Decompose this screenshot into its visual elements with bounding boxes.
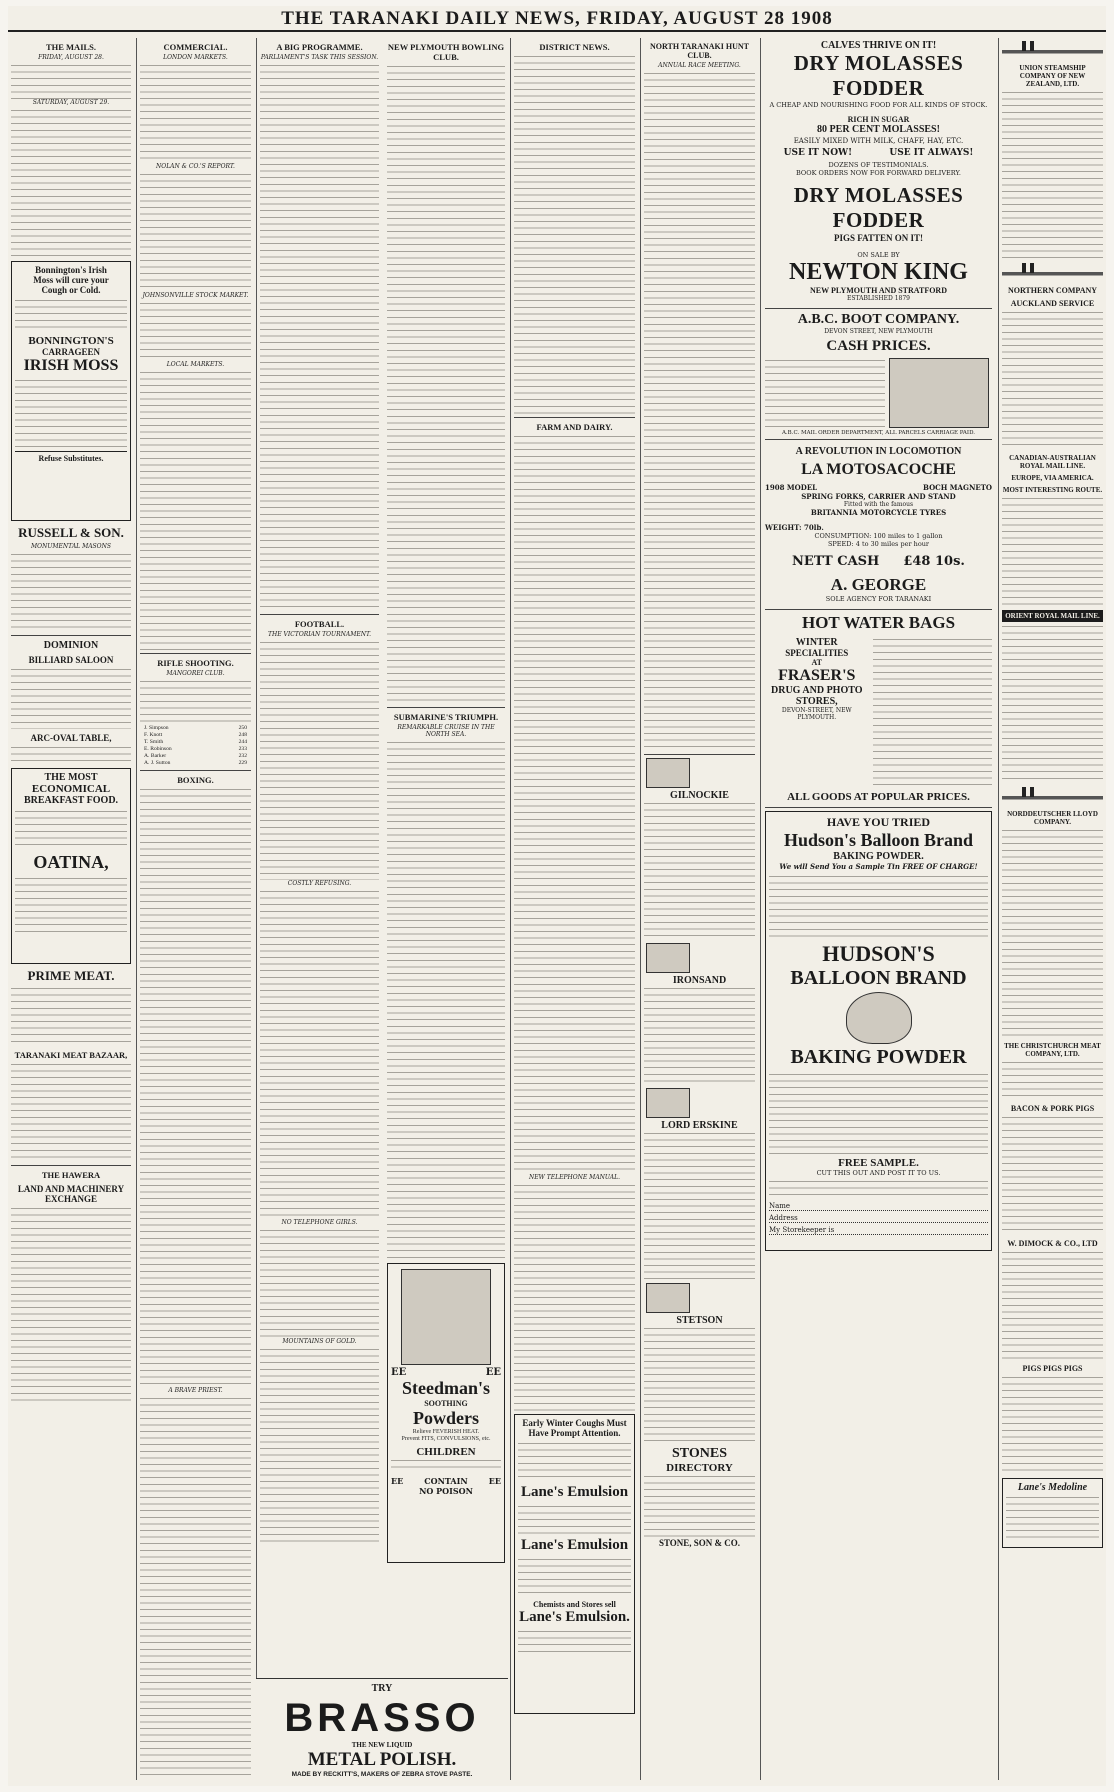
no-poison: NO POISON <box>419 1486 473 1497</box>
refuse-substitutes: Refuse Substitutes. <box>15 451 127 463</box>
powders: Powders <box>413 1408 479 1428</box>
score-name: A. Barker <box>144 753 167 759</box>
hot-water-bags: HOT WATER BAGS <box>801 613 956 632</box>
nett-cash: NETT CASH <box>792 554 880 569</box>
monumental-masons: MONUMENTAL MASONS <box>31 543 111 550</box>
local-markets: LOCAL MARKETS. <box>166 361 225 368</box>
district-heading: DISTRICT NEWS. <box>539 42 610 52</box>
submarine-heading: SUBMARINE'S TRIUMPH. <box>393 712 499 722</box>
lanes-emulsion-3: Lane's Emulsion. <box>519 1609 630 1625</box>
contain: CONTAIN <box>424 1476 468 1487</box>
canadian-line: CANADIAN-AUSTRALIAN ROYAL MAIL LINE. <box>1009 454 1096 470</box>
dominion: DOMINION <box>43 640 99 651</box>
abc-address: DEVON STREET, NEW PLYMOUTH <box>824 328 933 335</box>
abc-mail: A.B.C. MAIL ORDER DEPARTMENT, ALL PARCELS CARRIAGE PAID. <box>781 430 976 436</box>
brasso-title: BRASSO <box>284 1696 480 1740</box>
europe-via-america: EUROPE, VIA AMERICA. <box>1011 474 1094 482</box>
score-row <box>144 732 247 739</box>
brasso-new-liquid: THE NEW LIQUID <box>351 1741 413 1749</box>
billiard-saloon: BILLIARD SALOON <box>28 655 114 665</box>
column-6 <box>640 38 758 1780</box>
economical-line-3: BREAKFAST FOOD. <box>23 795 119 806</box>
column-3 <box>256 38 382 1780</box>
remarkable-cruise: REMARKABLE CRUISE IN THE NORTH SEA. <box>397 724 495 738</box>
christchurch-meat: THE CHRISTCHURCH MEAT COMPANY, LTD. <box>1004 1042 1101 1058</box>
russell-heading: RUSSELL & SON. <box>18 525 124 540</box>
newton-king: NEWTON KING <box>789 259 968 285</box>
score-name: E. Robinson <box>144 746 172 752</box>
oatina: OATINA, <box>33 852 109 872</box>
score-value: 248 <box>238 732 247 738</box>
rich-in-sugar: RICH IN SUGAR <box>847 115 910 124</box>
bonnington-line-1: Bonnington's Irish <box>35 265 107 275</box>
prompt-attention: Have Prompt Attention. <box>528 1428 621 1438</box>
model: 1908 MODEL <box>765 483 818 492</box>
horse-illustration-1 <box>646 758 690 788</box>
balloon-brand: BALLOON BRAND <box>790 967 967 989</box>
score-name: F. Knott <box>144 732 163 738</box>
stones: STONES <box>672 1446 727 1461</box>
hudsons: HUDSON'S <box>822 941 935 966</box>
ship-illustration-1 <box>1002 38 1103 60</box>
score-row <box>144 753 247 760</box>
bonnington-line-3: Cough or Cold. <box>41 285 101 295</box>
mother-child-illustration <box>401 1269 491 1365</box>
at: AT <box>811 658 823 667</box>
taranaki-meat-bazaar: TARANAKI MEAT BAZAAR, <box>14 1050 128 1060</box>
column-4 <box>384 38 508 1674</box>
stores: STORES, <box>795 696 838 707</box>
britannia: BRITANNIA MOTORCYCLE TYRES <box>810 508 947 517</box>
address-line[interactable]: Address <box>769 1214 988 1223</box>
pigs-pigs: PIGS PIGS PIGS <box>1022 1364 1083 1373</box>
medoline-ad <box>1002 1478 1103 1548</box>
hawera: THE HAWERA <box>41 1170 101 1180</box>
north-taranaki: NORTH TARANAKI HUNT CLUB. <box>650 42 749 60</box>
score-name: A. J. Sutton <box>144 760 171 766</box>
ee-mark-bottom-left: EE <box>391 1476 404 1487</box>
masthead: THE TARANAKI DAILY NEWS, FRIDAY, AUGUST 28 1908 <box>8 6 1106 32</box>
score-row <box>144 746 247 753</box>
arc-oval-table: ARC-OVAL TABLE, <box>30 733 112 743</box>
frasers: FRASER'S <box>778 667 856 684</box>
boot-illustration <box>889 358 989 428</box>
baking-powder-1: BAKING POWDER. <box>833 851 924 862</box>
cut-out: CUT THIS OUT AND POST IT TO US. <box>816 1169 941 1177</box>
children: CHILDREN <box>416 1446 476 1459</box>
score-name: J. Simpson <box>144 725 169 731</box>
spring-forks: SPRING FORKS, CARRIER AND STAND <box>801 492 956 501</box>
motosacoche: LA MOTOSACOCHE <box>801 461 956 478</box>
stetson: STETSON <box>676 1315 723 1326</box>
rifle-shooting: RIFLE SHOOTING. <box>157 658 234 668</box>
ironsand: IRONSAND <box>672 975 727 986</box>
johnsonville-market: JOHNSONVILLE STOCK MARKET. <box>142 292 249 299</box>
boxing-heading: BOXING. <box>177 775 214 785</box>
union-steamship: UNION STEAMSHIP COMPANY OF NEW ZEALAND, LTD. <box>1019 64 1086 88</box>
telephone-manual: NEW TELEPHONE MANUAL. <box>529 1174 620 1181</box>
london-markets: LONDON MARKETS. <box>163 54 228 61</box>
costly-refusing: COSTLY REFUSING. <box>287 880 352 887</box>
stones-directory: DIRECTORY <box>666 1462 733 1474</box>
mails-heading: THE MAILS. <box>45 42 97 52</box>
football-heading: FOOTBALL. <box>294 619 345 629</box>
ee-mark-right: EE <box>485 1367 501 1378</box>
nordeutscher: NORDDEUTSCHER LLOYD COMPANY. <box>1007 810 1098 826</box>
race-meeting: ANNUAL RACE MEETING. <box>658 62 741 69</box>
abc-boot: A.B.C. BOOT COMPANY. <box>797 312 960 327</box>
mangorei-club: MANGOREI CLUB. <box>166 670 225 677</box>
cash-prices: CASH PRICES. <box>826 338 931 354</box>
baking-powder-2: BAKING POWDER <box>790 1046 967 1068</box>
dimock: W. DIMOCK & CO., LTD <box>1007 1239 1098 1248</box>
nolan-report: NOLAN & CO.'S REPORT. <box>156 163 235 170</box>
chemists: Chemists and Stores sell <box>533 1600 616 1609</box>
magneto: BOCH MAGNETO <box>923 483 992 492</box>
established: ESTABLISHED 1879 <box>847 295 910 302</box>
steedman-ad <box>387 1263 505 1563</box>
column-7 <box>760 38 996 1780</box>
brasso-try: TRY <box>371 1683 393 1694</box>
oatina-ad <box>11 768 131 964</box>
bonnington-ad <box>11 261 131 521</box>
steedmans: Steedman's <box>401 1378 490 1398</box>
stone-son: STONE, SON & CO. <box>658 1538 741 1548</box>
lanes-emulsion-1: Lane's Emulsion <box>520 1484 629 1500</box>
early-winter: Early Winter Coughs Must <box>522 1418 627 1428</box>
easily-mixed: EASILY MIXED WITH MILK, CHAFF, HAY, ETC. <box>793 137 964 145</box>
score-value: 233 <box>238 746 247 752</box>
commercial-heading: COMMERCIAL. <box>163 42 228 52</box>
hudsons-ad <box>765 811 992 1251</box>
horse-illustration-3 <box>646 1088 690 1118</box>
interesting-route: MOST INTERESTING ROUTE. <box>1002 486 1103 494</box>
mountains-of-gold: MOUNTAINS OF GOLD. <box>282 1338 357 1345</box>
send-sample: We will Send You a Sample Tin FREE OF CHARGE! <box>779 862 978 871</box>
revolution: A REVOLUTION IN LOCOMOTION <box>795 446 962 457</box>
soothing: SOOTHING <box>424 1399 468 1408</box>
parliament-subhead: PARLIAMENT'S TASK THIS SESSION. <box>260 54 379 61</box>
relieve: Relieve FEVERISH HEAT. <box>412 1429 480 1435</box>
column-2 <box>136 38 254 1780</box>
bonnington-line-2: Moss will cure your <box>33 275 109 285</box>
economical-line-2: ECONOMICAL <box>31 783 111 795</box>
fodder-2: DRY MOLASSES FODDER <box>793 183 964 232</box>
eighty-percent: 80 PER CENT MOLASSES! <box>817 124 940 135</box>
economical-line-1: THE MOST <box>44 772 98 783</box>
orient-line: ORIENT ROYAL MAIL LINE. <box>1002 610 1103 622</box>
fitted: Fitted with the famous <box>843 501 914 508</box>
score-value: 232 <box>238 753 247 759</box>
a-george: A. GEORGE <box>830 575 927 594</box>
sole-agency: SOLE AGENCY FOR TARANAKI <box>825 595 932 603</box>
horse-illustration-4 <box>646 1283 690 1313</box>
score-row <box>144 760 247 767</box>
speed: SPEED: 4 to 30 miles per hour <box>827 540 930 548</box>
no-telephone-girls: NO TELEPHONE GIRLS. <box>281 1219 358 1226</box>
column-5 <box>510 38 638 1780</box>
drug-photo: DRUG AND PHOTO <box>771 685 863 696</box>
ship-illustration-2 <box>1002 260 1103 282</box>
auckland-service: AUCKLAND SERVICE <box>1010 299 1095 308</box>
mails-date-2: SATURDAY, AUGUST 29. <box>32 99 110 106</box>
score-value: 244 <box>238 739 247 745</box>
devon-street: DEVON-STREET, NEW PLYMOUTH. <box>781 707 852 721</box>
pigs-fatten: PIGS FATTEN ON IT! <box>834 233 923 243</box>
newspaper-page <box>8 6 1106 1786</box>
mails-date-1: FRIDAY, AUGUST 28. <box>38 54 104 61</box>
weight: WEIGHT: 70lb. <box>765 523 824 532</box>
use-it-now: USE IT NOW! <box>783 148 853 158</box>
storekeeper-line[interactable]: My Storekeeper is <box>769 1226 988 1235</box>
ship-illustration-3 <box>1002 784 1103 806</box>
price: £48 10s. <box>903 554 965 569</box>
metal-polish: METAL POLISH. <box>307 1749 457 1770</box>
northern-company: NORTHERN COMPANY <box>1007 286 1098 295</box>
calves: CALVES THRIVE ON IT! <box>820 40 937 51</box>
winter: WINTER <box>795 637 838 648</box>
score-table <box>144 725 247 767</box>
consumption: CONSUMPTION: 100 miles to 1 gallon <box>814 532 943 540</box>
column-8 <box>998 38 1106 1780</box>
farm-heading: FARM AND DAIRY. <box>536 422 613 432</box>
prime-meat: PRIME MEAT. <box>27 968 115 983</box>
programme-heading: A BIG PROGRAMME. <box>276 42 363 52</box>
irish-moss: IRISH MOSS <box>23 357 119 374</box>
score-value: 250 <box>238 725 247 731</box>
lanes-medoline: Lane's Medoline <box>1017 1482 1088 1493</box>
gilnockie: GILNOCKIE <box>670 790 729 801</box>
specialities: SPECIALITIES <box>785 648 849 658</box>
victorian-tournament: THE VICTORIAN TOURNAMENT. <box>268 631 371 638</box>
fodder-sub: A CHEAP AND NOURISHING FOOD FOR ALL KINDS OF STOCK. <box>769 101 988 109</box>
lord-erskine: LORD ERSKINE <box>661 1120 738 1131</box>
ee-mark-left: EE <box>391 1367 407 1378</box>
column-1 <box>8 38 134 1780</box>
land-exchange: LAND AND MACHINERY EXCHANGE <box>17 1184 125 1204</box>
have-you-tried: HAVE YOU TRIED <box>826 815 931 829</box>
horse-illustration-2 <box>646 943 690 973</box>
bowling-heading: NEW PLYMOUTH BOWLING CLUB. <box>387 42 505 62</box>
np-stratford: NEW PLYMOUTH AND STRATFORD <box>810 286 947 295</box>
use-it-always: USE IT ALWAYS! <box>889 148 974 158</box>
ee-mark-bottom-right: EE <box>488 1476 501 1487</box>
name-line[interactable]: Name <box>769 1202 988 1211</box>
score-row <box>144 739 247 746</box>
prevent: Prevent FITS, CONVULSIONS, etc. <box>401 1435 491 1442</box>
reckitt: MADE BY RECKITT'S, MAKERS OF ZEBRA STOVE PASTE. <box>291 1771 473 1778</box>
on-sale-by: ON SALE BY <box>857 251 900 259</box>
lanes-emulsion-ad <box>514 1414 635 1714</box>
hudsons-balloon: Hudson's Balloon Brand <box>783 830 974 850</box>
popular-prices: ALL GOODS AT POPULAR PRICES. <box>787 791 970 803</box>
free-sample: FREE SAMPLE. <box>838 1157 919 1169</box>
bacon-pigs: BACON & PORK PIGS <box>1010 1104 1095 1113</box>
lanes-emulsion-2: Lane's Emulsion <box>520 1537 629 1553</box>
score-value: 229 <box>238 760 247 766</box>
carrageen: CARRAGEEN <box>41 347 100 357</box>
brave-priest: A BRAVE PRIEST. <box>168 1387 223 1394</box>
score-name: T. Smith <box>144 739 164 745</box>
brasso-ad <box>256 1678 508 1780</box>
score-row <box>144 725 247 732</box>
dozens: DOZENS OF TESTIMONIALS. <box>828 161 929 169</box>
book-orders: BOOK ORDERS NOW FOR FORWARD DELIVERY. <box>796 169 961 177</box>
balloon-icon <box>846 992 912 1044</box>
bonnington-name: BONNINGTON'S <box>28 335 114 347</box>
fodder-1: DRY MOLASSES FODDER <box>793 51 964 100</box>
